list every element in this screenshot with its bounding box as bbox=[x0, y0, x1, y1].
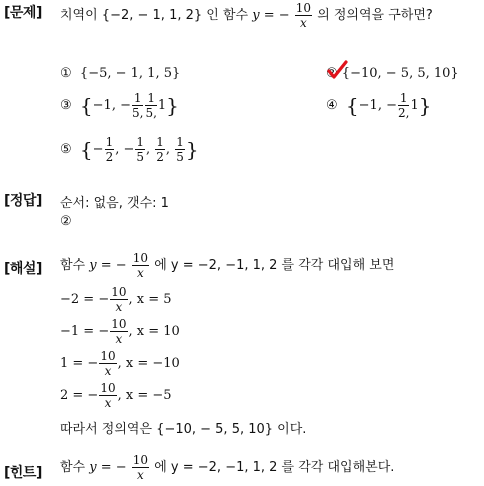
answer-label: [정답] bbox=[4, 193, 42, 209]
check-mark-icon bbox=[326, 60, 348, 80]
explanation-row-2: −1 = − $\frac{10}{x}$ , x = 10 bbox=[60, 317, 180, 346]
problem-text: 치역이 {−2, − 1, 1, 2} 인 함수 y = − $\frac{10}{x}$ 의 정의역을 구하면? bbox=[60, 1, 433, 30]
choice-2-mark: ② bbox=[326, 66, 338, 81]
choice-4[interactable]: ④ {−1, − $\frac{1}{2,}$ 1} bbox=[326, 91, 432, 120]
choice-1[interactable]: ① {−5, − 1, 1, 5} bbox=[60, 66, 181, 81]
choice-2[interactable]: ② {−10, − 5, 5, 10} bbox=[326, 66, 459, 81]
explanation-row-3: 1 = − $\frac{10}{x}$ , x = −10 bbox=[60, 349, 180, 378]
problem-fraction: $\frac{10}{x}$ bbox=[295, 1, 312, 30]
answer-order-count: 순서: 없음, 갯수: 1 bbox=[60, 196, 169, 211]
explanation-conclusion: 따라서 정의역은 {−10, − 5, 5, 10} 이다. bbox=[60, 422, 307, 437]
hint-text: 함수 y = − $\frac{10}{x}$ 에 y = −2, −1, 1, 2 를 각각 대입해본다. bbox=[60, 453, 395, 482]
explanation-intro: 함수 y = − $\frac{10}{x}$ 에 y = −2, −1, 1, 2 를 각각 대입해 보면 bbox=[60, 251, 395, 280]
answer-choice: ② bbox=[60, 214, 72, 229]
problem-label: [문제] bbox=[4, 5, 42, 21]
choice-5[interactable]: ⑤ {− $\frac{1}{2}$ , − $\frac{1}{5}$ , $\frac{1}{2}$ , $\frac{1}{5}$ } bbox=[60, 135, 199, 164]
explanation-row-1: −2 = − $\frac{10}{x}$ , x = 5 bbox=[60, 285, 172, 314]
explanation-row-4: 2 = − $\frac{10}{x}$ , x = −5 bbox=[60, 381, 172, 410]
choice-3[interactable]: ③ {−1, − $\frac{1}{5,}$ $\frac{1}{5,}$ 1} bbox=[60, 91, 179, 120]
explanation-label: [해설] bbox=[4, 261, 42, 277]
hint-label: [힌트] bbox=[4, 465, 42, 481]
